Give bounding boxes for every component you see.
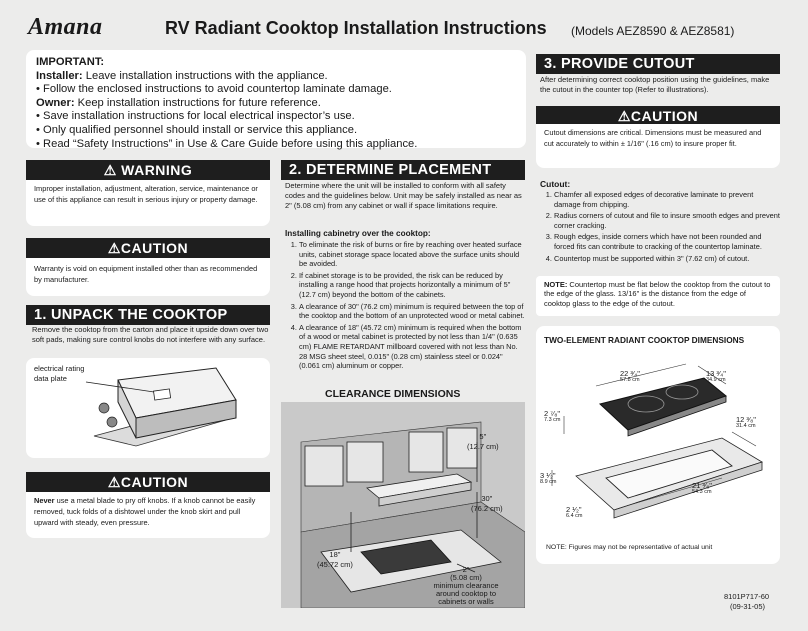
dimensions-figure (536, 326, 780, 564)
document-number: 8101P717-60 (724, 592, 770, 601)
warning-panel (26, 180, 270, 226)
cutout-heading-bar (536, 54, 780, 74)
cutout-heading: 3. PROVIDE CUTOUT (544, 56, 695, 72)
placement-step: 2. If cabinet storage is to be provided, the risk can be reduced by installing a range hood that projects horizontally a minimum of 5" (12.7 cm) beyond the bottom of the cabinets. (299, 271, 525, 300)
dimensions-title: TWO-ELEMENT RADIANT COOKTOP DIMENSIONS (544, 335, 745, 345)
placement-intro: Determine where the unit will be installed to conform with all safety codes and the guidelines below. Unit may be safely installed as near as 2" (5.08 cm) from any cabinet or wall if space limitations require. (285, 181, 522, 210)
cutout-step: 2. Radius corners of cutout and file to insure smooth edges and prevent corner cracking. (554, 211, 780, 230)
placement-step: 1. To eliminate the risk of burns or fire by reaching over heated surface units, cabinet storage space located above the surface units should be avoided. (299, 240, 525, 269)
owner-label: Owner: (36, 96, 75, 109)
owner-bullet: • Only qualified personnel should install or service this appliance. (36, 123, 358, 136)
clearance-title: CLEARANCE DIMENSIONS (325, 388, 461, 400)
caution-icon: ⚠ (107, 474, 121, 490)
cutout-subheading: Cutout: (540, 179, 571, 189)
unpack-heading-bar (26, 305, 270, 325)
placement-step: 3. A clearance of 30" (76.2 cm) minimum is required between the top of the cooktop and the bottom of an unprotected wood or metal cabinet. (299, 302, 525, 321)
placement-subheading: Installing cabinetry over the cooktop: (285, 229, 431, 238)
caution-label: CAUTION (120, 474, 189, 490)
cutout-note-panel (536, 276, 780, 316)
caution-panel (26, 492, 270, 538)
owner-bullet: • Save installation instructions for local electrical inspector’s use. (36, 110, 355, 123)
owner-text: Keep installation instructions for future reference. (77, 96, 321, 109)
document-title: RV Radiant Cooktop Installation Instructions (165, 18, 547, 38)
installer-bullet: • Follow the enclosed instructions to avoid countertop laminate damage. (36, 83, 392, 96)
placement-heading: 2. DETERMINE PLACEMENT (289, 162, 492, 178)
installer-text: Leave installation instructions with the appliance. (85, 69, 328, 82)
unpack-figure (26, 358, 270, 458)
cutout-step: 4. Countertop must be supported within 3" (7.62 cm) of cutout. (554, 254, 780, 264)
warning-bar (26, 160, 270, 182)
placement-step: 4. A clearance of 18" (45.72 cm) minimum is required when the bottom of a wood or metal cabinet is protected by not less than 1/4" (0.635 cm) FLAME RETARDANT millboard covered with not less than No. 28 MSG sheet steel, 0.015" (0.28 cm) stainless steel or 0.024" (0.061 cm) aluminum or copper. (299, 323, 525, 371)
warning-text: Improper installation, adjustment, alteration, service, maintenance or use of this appliance can result in serious injury or property damage. (34, 184, 258, 204)
model-numbers: (Models AEZ8590 & AEZ8581) (571, 24, 735, 38)
clearance-figure (281, 402, 525, 608)
dim-margin: 2 ¹⁄₂" 6.4 cm (566, 505, 583, 519)
dim-width-cutout: 21 ³⁄₈" 54.3 cm (692, 481, 712, 495)
warning-icon: ⚠ (103, 162, 117, 178)
document-date: (09-31-05) (730, 602, 766, 611)
dim-depth-top: 13 ³⁄₄" 34.9 cm (706, 369, 726, 383)
important-panel (26, 50, 526, 148)
dim-height-bottom: 3 ¹⁄₂" 8.9 cm (540, 471, 557, 485)
caution-bar (26, 238, 270, 260)
caution-label: CAUTION (120, 240, 189, 256)
caution-never: Never (34, 496, 55, 505)
caution-panel (536, 124, 780, 168)
unpack-text: Remove the cooktop from the carton and place it upside down over two soft pads, making sure control knobs do not interfere with any surface. (32, 325, 269, 344)
cutout-step: 1. Chamfer all exposed edges of decorative laminate to prevent damage from chipping. (554, 190, 780, 209)
caution-bar (536, 106, 780, 126)
placement-heading-bar (281, 160, 525, 180)
cutout-steps (540, 190, 780, 265)
installer-label: Installer: (36, 69, 83, 82)
clearance-5in: 5" (12.7 cm) (467, 432, 499, 451)
owner-bullet: • Read “Safety Instructions” in Use & Care Guide before using this appliance. (36, 137, 418, 150)
dim-depth-cutout: 12 ³⁄₈" 31.4 cm (736, 415, 756, 429)
caution-text: use a metal blade to pry off knobs. If a knob cannot be easily removed, tuck folds of a dishtowel under the knob skirt and pull upward with steady, even pressure. (34, 496, 256, 527)
caution-text: Cutout dimensions are critical. Dimensions must be measured and cut accurately to within ± 1/16" (.16 cm) to insure proper fit. (544, 128, 762, 148)
cooktop-dimensions-illustration (536, 326, 780, 564)
cutout-note-label: NOTE: (544, 280, 568, 289)
caution-label: CAUTION (630, 108, 699, 124)
clearance-2in: 2" (5.08 cm) minimum clearance around cooktop to cabinets or walls (433, 565, 499, 606)
cutout-step: 3. Rough edges, inside corners which have not been rounded and forced fits can contribute to cracking of the countertop laminate. (554, 232, 780, 251)
caution-panel (26, 258, 270, 296)
data-plate-label: electrical rating data plate (34, 364, 85, 383)
warning-label: WARNING (121, 162, 193, 178)
placement-steps (285, 240, 525, 373)
clearance-30in: 30" (76.2 cm) (471, 494, 503, 513)
unpack-heading: 1. UNPACK THE COOKTOP (34, 307, 228, 323)
figure-note: NOTE: Figures may not be representative of actual unit (546, 544, 713, 551)
clearance-18in: 18" (45.72 cm) (317, 550, 353, 569)
dim-height-top: 2 ⁷⁄₈" 7.3 cm (544, 409, 561, 423)
caution-icon: ⚠ (617, 108, 631, 124)
amana-logo: Amana (28, 14, 103, 40)
caution-icon: ⚠ (107, 240, 121, 256)
cutout-note-text: Countertop must be flat below the cooktop from the cutout to the edge of the glass. 13/16" is the distance from the edge of cooktop glass to the edge of the cutout. (544, 280, 771, 308)
important-heading: IMPORTANT: (36, 56, 105, 68)
caution-bar (26, 472, 270, 494)
caution-text: Warranty is void on equipment installed other than as recommended by manufacturer. (34, 264, 258, 284)
cutout-intro: After determining correct cooktop position using the guidelines, make the cutout in the counter top (Refer to illustrations). (540, 75, 770, 94)
dim-width-top: 22 ³⁄₄" 57.8 cm (620, 369, 640, 383)
